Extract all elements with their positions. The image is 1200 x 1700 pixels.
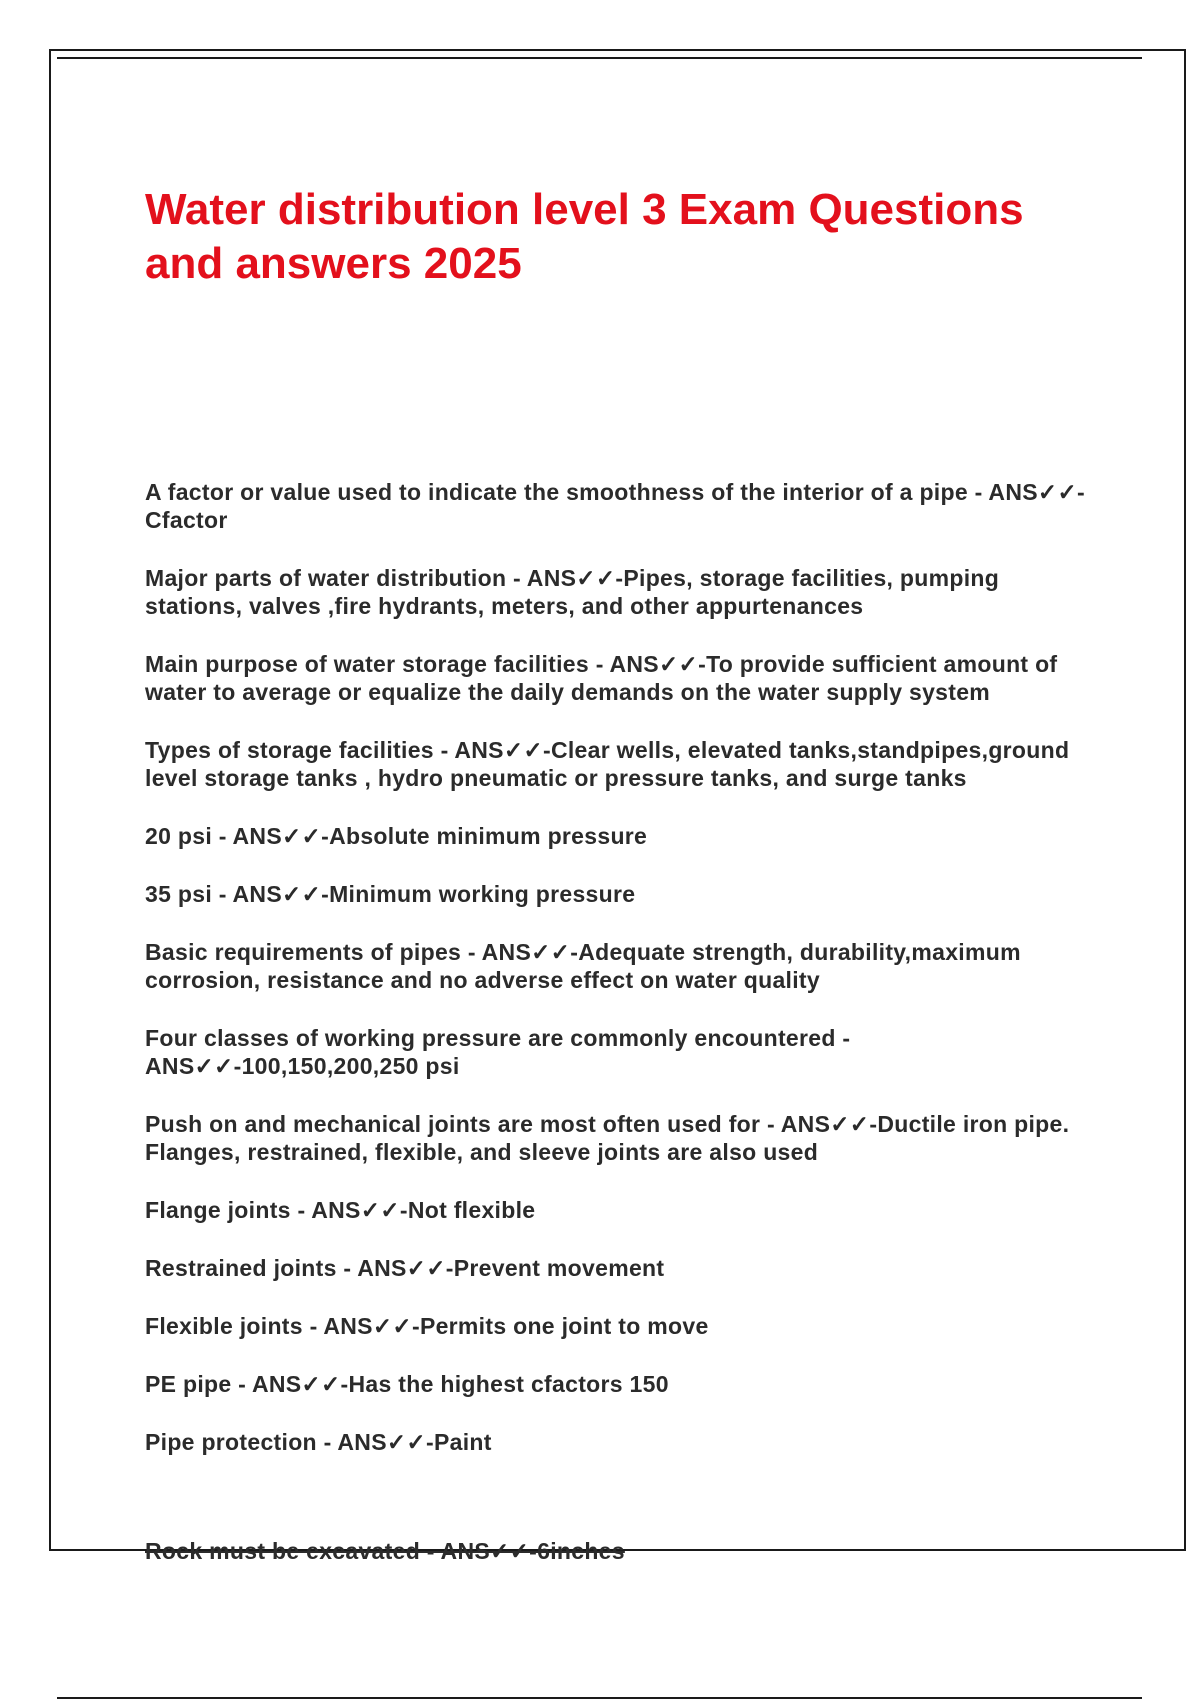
answer-text: Pipes, storage facilities, pumping stations, valves ,fire hydrants, meters, and other appurtenances [145, 565, 1000, 619]
qa-item [145, 564, 1085, 620]
qa-item [145, 478, 1085, 534]
answer-marker: - ANS✓✓- [316, 1429, 434, 1455]
answer-text: To provide sufficient amount of water to average or equalize the daily demands on the water supply system [145, 651, 1058, 705]
question-text: Flexible joints [145, 1313, 303, 1339]
question-text: Flange joints [145, 1197, 291, 1223]
answer-marker: - ANS✓✓- [760, 1111, 878, 1137]
answer-text: Clear wells, elevated tanks,standpipes,ground level storage tanks , hydro pneumatic or pressure tanks, and surge tanks [145, 737, 1070, 791]
answer-marker: - ANS✓✓- [212, 881, 330, 907]
answer-marker: - ANS✓✓- [336, 1255, 454, 1281]
answer-marker: - ANS✓✓- [506, 565, 624, 591]
question-text: A factor or value used to indicate the smoothness of the interior of a pipe [145, 479, 968, 505]
answer-marker: - ANS✓✓- [290, 1197, 408, 1223]
clipped-qa-item: Rock must be excavated - ANS✓✓-6inches [145, 1538, 625, 1564]
question-text: Pipe protection [145, 1429, 317, 1455]
qa-item [145, 1254, 1085, 1282]
qa-item [145, 1110, 1085, 1166]
answer-marker: - ANS✓✓- [461, 939, 579, 965]
question-text: Four classes of working pressure are commonly encountered [145, 1025, 836, 1051]
qa-item [145, 1196, 1085, 1224]
qa-list [145, 478, 1085, 1486]
question-text: Basic requirements of pipes [145, 939, 462, 965]
question-text: 35 psi [145, 881, 213, 907]
question-text: PE pipe [145, 1371, 232, 1397]
qa-item [145, 736, 1085, 792]
qa-item [145, 1312, 1085, 1340]
answer-text: Ductile iron pipe. Flanges, restrained, flexible, and sleeve joints are also used [145, 1111, 1070, 1165]
answer-text: Permits one joint to move [419, 1313, 709, 1339]
question-text: Push on and mechanical joints are most often used for [145, 1111, 761, 1137]
answer-text: Not flexible [407, 1197, 536, 1223]
answer-marker: - ANS✓✓- [967, 479, 1085, 505]
qa-item [145, 938, 1085, 994]
answer-marker: - ANS✓✓- [145, 1025, 851, 1079]
question-text: Main purpose of water storage facilities [145, 651, 589, 677]
question-text: Restrained joints [145, 1255, 337, 1281]
qa-item [145, 650, 1085, 706]
question-text: Major parts of water distribution [145, 565, 507, 591]
answer-text: Prevent movement [453, 1255, 665, 1281]
answer-marker: - ANS✓✓- [589, 651, 707, 677]
qa-item [145, 822, 1085, 850]
qa-item [145, 880, 1085, 908]
answer-text: 100,150,200,250 psi [241, 1053, 460, 1079]
answer-marker: - ANS✓✓- [433, 737, 551, 763]
document-title: Water distribution level 3 Exam Questions and answers 2025 [145, 185, 1024, 288]
qa-item [145, 1024, 1085, 1080]
answer-text: Paint [433, 1429, 492, 1455]
answer-marker: - ANS✓✓- [212, 823, 330, 849]
answer-text: Absolute minimum pressure [329, 823, 648, 849]
top-rule [57, 57, 1142, 59]
answer-marker: - ANS✓✓- [231, 1371, 349, 1397]
answer-text: Minimum working pressure [329, 881, 636, 907]
question-text: 20 psi [145, 823, 213, 849]
qa-item [145, 1370, 1085, 1398]
answer-text: Has the highest cfactors 150 [348, 1371, 669, 1397]
question-text: Types of storage facilities [145, 737, 434, 763]
answer-text: Cfactor [145, 507, 228, 533]
bottom-rule [57, 1697, 1142, 1699]
answer-text: Adequate strength, durability,maximum corrosion, resistance and no adverse effect on water quality [145, 939, 1021, 993]
answer-marker: - ANS✓✓- [302, 1313, 420, 1339]
qa-item [145, 1428, 1085, 1456]
